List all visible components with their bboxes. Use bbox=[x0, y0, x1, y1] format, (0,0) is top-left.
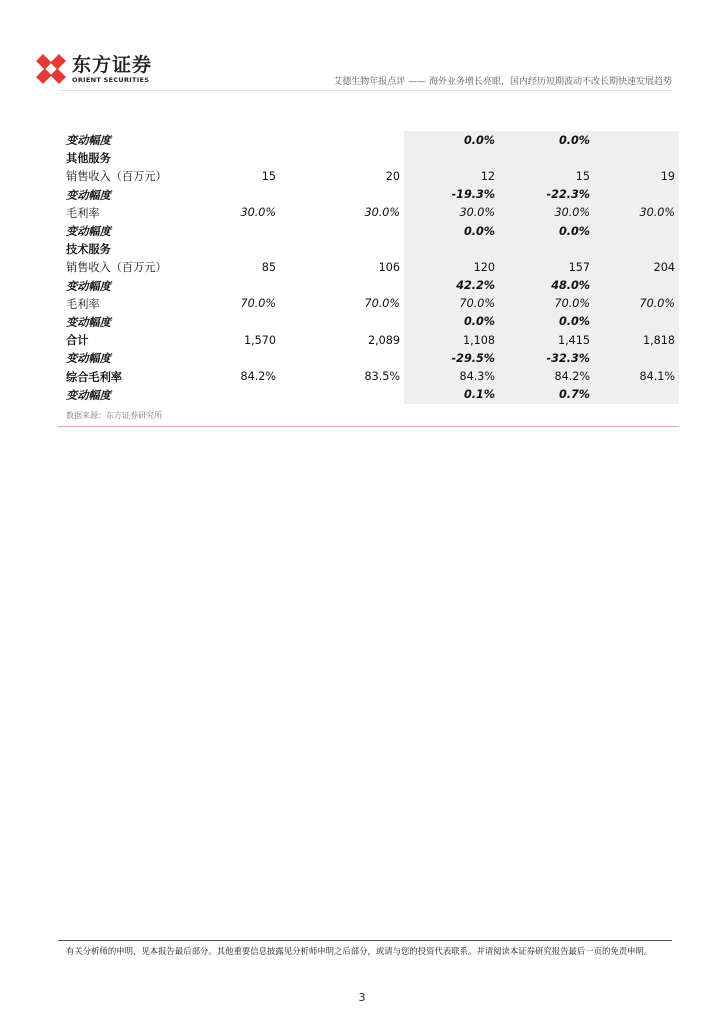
table-cell: 204 bbox=[594, 258, 679, 276]
table-cell bbox=[198, 386, 280, 404]
table-row bbox=[62, 131, 679, 149]
table-cell: 70.0% bbox=[240, 297, 276, 311]
table-cell: 0.0% bbox=[499, 313, 594, 331]
table-cell bbox=[280, 313, 404, 331]
table-row bbox=[62, 331, 679, 349]
table-cell: 0.0% bbox=[404, 131, 499, 149]
logo-text-en: ORIENT SECURITIES bbox=[72, 75, 150, 84]
table-cell: 84.1% bbox=[594, 367, 679, 385]
table-row bbox=[62, 386, 679, 404]
table-cell: 83.5% bbox=[364, 370, 400, 384]
table-cell: 1,415 bbox=[499, 331, 594, 349]
row-label: 销售收入（百万元） bbox=[66, 170, 167, 184]
table-cell: 0.7% bbox=[499, 386, 594, 404]
header-divider bbox=[58, 90, 672, 91]
row-label: 综合毛利率 bbox=[66, 370, 122, 384]
table-cell: 12 bbox=[404, 167, 499, 185]
report-title: 艾德生物年报点评 —— 海外业务增长亮眼，国内经历短期波动不改长期快速发展趋势 bbox=[333, 77, 672, 87]
table-row bbox=[62, 313, 679, 331]
table-cell bbox=[594, 149, 679, 167]
table-row bbox=[62, 258, 679, 276]
table-cell bbox=[280, 386, 404, 404]
row-label: 合计 bbox=[66, 334, 89, 348]
table-cell bbox=[280, 240, 404, 258]
disclaimer-text: 有关分析师的申明，见本报告最后部分。其他重要信息披露见分析师申明之后部分，或请与您的投资代表联系。并请阅读本证券研究报告最后一页的免责申明。 bbox=[66, 946, 653, 956]
table-cell: 20 bbox=[385, 169, 400, 183]
table-cell bbox=[499, 240, 594, 258]
table-cell: 2,089 bbox=[367, 333, 400, 347]
footer-divider bbox=[58, 940, 672, 941]
table-cell: 1,818 bbox=[594, 331, 679, 349]
table-cell: 70.0% bbox=[594, 295, 679, 313]
table-cell: 42.2% bbox=[404, 277, 499, 295]
table-cell bbox=[594, 349, 679, 367]
table-cell: 85 bbox=[261, 260, 276, 274]
row-label: 变动幅度 bbox=[66, 352, 111, 366]
table-row bbox=[62, 277, 679, 295]
table-cell: 30.0% bbox=[499, 204, 594, 222]
table-cell: -32.3% bbox=[499, 349, 594, 367]
table-cell: 0.1% bbox=[404, 386, 499, 404]
table-cell: 84.2% bbox=[499, 367, 594, 385]
table-cell bbox=[198, 222, 280, 240]
table-cell: 157 bbox=[499, 258, 594, 276]
table-cell bbox=[280, 186, 404, 204]
table-cell: 0.0% bbox=[404, 313, 499, 331]
row-label: 变动幅度 bbox=[66, 188, 111, 202]
table-row bbox=[62, 149, 679, 167]
table-cell bbox=[280, 277, 404, 295]
table-cell: -29.5% bbox=[404, 349, 499, 367]
table-cell bbox=[404, 240, 499, 258]
table-row bbox=[62, 204, 679, 222]
page-number: 3 bbox=[358, 991, 366, 1004]
table-cell bbox=[594, 386, 679, 404]
row-label: 毛利率 bbox=[66, 297, 100, 311]
row-label: 变动幅度 bbox=[66, 134, 111, 148]
table-cell: 0.0% bbox=[499, 222, 594, 240]
table-row bbox=[62, 349, 679, 367]
table-cell: 70.0% bbox=[364, 297, 400, 311]
table-cell bbox=[594, 222, 679, 240]
table-row bbox=[62, 295, 679, 313]
table-cell bbox=[280, 349, 404, 367]
table-row bbox=[62, 367, 679, 385]
brand-logo bbox=[34, 52, 152, 86]
table-cell bbox=[198, 149, 280, 167]
table-cell: 30.0% bbox=[240, 206, 276, 220]
table-cell bbox=[404, 149, 499, 167]
table-cell: -22.3% bbox=[499, 186, 594, 204]
table-cell: 15 bbox=[261, 169, 276, 183]
table-cell bbox=[280, 222, 404, 240]
table-row bbox=[62, 240, 679, 258]
table-cell: 70.0% bbox=[499, 295, 594, 313]
row-label: 销售收入（百万元） bbox=[66, 261, 167, 275]
table-cell bbox=[198, 277, 280, 295]
table-cell bbox=[198, 186, 280, 204]
table-cell bbox=[594, 186, 679, 204]
table-cell bbox=[594, 313, 679, 331]
table-cell bbox=[198, 349, 280, 367]
table-row bbox=[62, 167, 679, 185]
table-cell bbox=[594, 240, 679, 258]
table-cell bbox=[499, 149, 594, 167]
table-cell: 48.0% bbox=[499, 277, 594, 295]
table-cell: 30.0% bbox=[404, 204, 499, 222]
table-cell bbox=[198, 240, 280, 258]
row-label: 其他服务 bbox=[66, 152, 111, 166]
table-cell: 15 bbox=[499, 167, 594, 185]
row-label: 变动幅度 bbox=[66, 388, 111, 402]
row-label: 变动幅度 bbox=[66, 225, 111, 239]
table-row bbox=[62, 222, 679, 240]
logo-text-cn: 东方证券 bbox=[72, 53, 153, 76]
table-cell bbox=[594, 277, 679, 295]
table-cell: 0.0% bbox=[499, 131, 594, 149]
row-label: 变动幅度 bbox=[66, 279, 111, 293]
table-cell: 0.0% bbox=[404, 222, 499, 240]
source-divider bbox=[58, 426, 679, 427]
table-row bbox=[62, 186, 679, 204]
table-cell: 19 bbox=[594, 167, 679, 185]
table-cell: 106 bbox=[378, 260, 400, 274]
table-cell: 70.0% bbox=[404, 295, 499, 313]
table-cell bbox=[280, 131, 404, 149]
row-label: 毛利率 bbox=[66, 206, 100, 220]
table-cell: 1,570 bbox=[243, 333, 276, 347]
data-source-note: 数据来源：东方证券研究所 bbox=[66, 411, 162, 420]
table-cell: 84.2% bbox=[240, 370, 276, 384]
table-cell bbox=[198, 131, 280, 149]
table-cell: 30.0% bbox=[594, 204, 679, 222]
table-cell bbox=[594, 131, 679, 149]
row-label: 技术服务 bbox=[66, 243, 111, 257]
row-label: 变动幅度 bbox=[66, 315, 111, 329]
table-cell: 1,108 bbox=[404, 331, 499, 349]
table-cell bbox=[280, 149, 404, 167]
table-cell: 84.3% bbox=[404, 367, 499, 385]
table-cell: 120 bbox=[404, 258, 499, 276]
table-cell: 30.0% bbox=[364, 206, 400, 220]
table-cell: -19.3% bbox=[404, 186, 499, 204]
financial-table bbox=[62, 131, 679, 404]
orient-logo-icon bbox=[34, 52, 68, 86]
table-cell bbox=[198, 313, 280, 331]
